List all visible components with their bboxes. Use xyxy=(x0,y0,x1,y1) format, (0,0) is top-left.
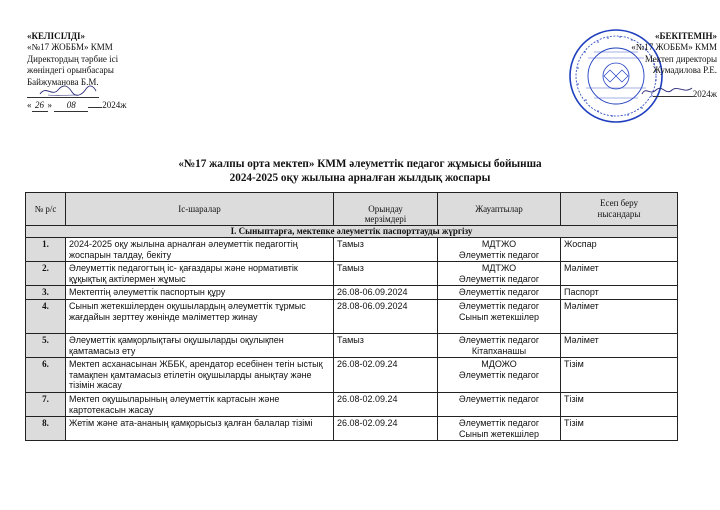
row-number: 4. xyxy=(26,299,66,333)
row-deadline: 26.08-02.09.24 xyxy=(334,358,438,393)
row-number: 2. xyxy=(26,262,66,286)
approval-title: «КЕЛІСІЛДІ» xyxy=(27,31,86,41)
table-header-row xyxy=(26,193,678,226)
row-activity: Әлеуметтік педагогтың іс- қағаздары және нормативтік құқықтық актілермен жұмыс xyxy=(66,262,334,286)
header-responsible: Жауаптылар xyxy=(438,193,561,226)
row-activity: 2024-2025 оқу жылына арналған әлеуметтік педагогтің жоспарын талдау, бекіту xyxy=(66,238,334,262)
table-row xyxy=(26,286,678,300)
row-responsible: МДОЖО Әлеуметтік педагог xyxy=(438,358,561,393)
row-responsible: Әлеуметтік педагог Сынып жетекшілер xyxy=(438,417,561,441)
signature-left-image xyxy=(38,83,98,99)
header-activity: Іс-шаралар xyxy=(66,193,334,226)
row-report-form: Жоспар xyxy=(561,238,678,262)
signature-right-image xyxy=(640,82,696,100)
section-title: І. Сыныптарға, мектепке әлеуметтік паспорттауды жүргізу xyxy=(26,226,678,238)
approval-line: жөніндегі орынбасары xyxy=(27,65,114,76)
annual-plan-table xyxy=(25,192,678,441)
row-responsible: Әлеуметтік педагог Сынып жетекшілер xyxy=(438,299,561,333)
approval-line: Байжуманова Б.М. xyxy=(27,76,99,87)
header-report-form: Есеп беру нысандары xyxy=(561,193,678,226)
table-row xyxy=(26,417,678,441)
approval-line: «№17 ЖОББМ» КММ xyxy=(631,42,717,53)
row-deadline: 28.08-06.09.2024 xyxy=(334,299,438,333)
row-deadline: Тамыз xyxy=(334,238,438,262)
section-row xyxy=(26,226,678,238)
row-deadline: 26.08-02.09.24 xyxy=(334,392,438,416)
approval-line: Жумадилова Р.Е. xyxy=(652,65,717,76)
row-report-form: Тізім xyxy=(561,392,678,416)
row-report-form: Тізім xyxy=(561,358,678,393)
document-subtitle: 2024-2025 оқу жылына арналған жылдық жоспары xyxy=(229,172,491,184)
row-deadline: 26.08-02.09.24 xyxy=(334,417,438,441)
row-activity: Жетім және ата-ананың қамқорысыз қалған балалар тізімі xyxy=(66,417,334,441)
row-responsible: МДТЖО Әлеуметтік педагог xyxy=(438,238,561,262)
table-row xyxy=(26,358,678,393)
row-responsible: Әлеуметтік педагог xyxy=(438,286,561,300)
row-number: 3. xyxy=(26,286,66,300)
row-responsible: Әлеуметтік педагог xyxy=(438,392,561,416)
row-number: 7. xyxy=(26,392,66,416)
row-report-form: Паспорт xyxy=(561,286,678,300)
row-activity: Мектеп асханасынан ЖББК, арендатор есебінен тегін ыстық тамақпен қамтамасыз етілетін оқушыларды анықтау және тізімін жасау xyxy=(66,358,334,393)
approval-line: «№17 ЖОББМ» КММ xyxy=(27,42,113,53)
approval-block-agreed xyxy=(27,31,202,112)
row-activity: Сынып жетекшілерден оқушылардың әлеуметтік тұрмыс жағдайын зерттеу жөнінде мәліметтер жинау xyxy=(66,299,334,333)
row-report-form: Мәлімет xyxy=(561,333,678,357)
table-row xyxy=(26,238,678,262)
header-deadline: Орындау мерзімдері xyxy=(334,193,438,226)
approval-line: Мектеп директоры xyxy=(644,53,717,64)
row-report-form: Мәлімет xyxy=(561,262,678,286)
document-title: «№17 жалпы орта мектеп» КММ әлеуметтік педагог жұмысы бойынша xyxy=(178,158,542,170)
row-report-form: Мәлімет xyxy=(561,299,678,333)
table-row xyxy=(26,392,678,416)
row-activity: Мектеп оқушыларының әлеуметтік картасын және картотекасын жасау xyxy=(66,392,334,416)
row-number: 5. xyxy=(26,333,66,357)
row-responsible: МДТЖО Әлеуметтік педагог xyxy=(438,262,561,286)
row-responsible: Әлеуметтік педагог Кітапханашы xyxy=(438,333,561,357)
approval-line: Директордың тәрбие ісі xyxy=(27,53,119,64)
row-activity: Әлеуметтік қамқорлықтағы оқушыларды оқулықпен қамтамасыз ету xyxy=(66,333,334,357)
approval-title: «БЕКІТЕМІН» xyxy=(655,31,717,41)
approval-date: 2024ж xyxy=(592,89,717,100)
row-number: 6. xyxy=(26,358,66,393)
row-deadline: Тамыз xyxy=(334,262,438,286)
header-number: № р/с xyxy=(26,193,66,226)
row-report-form: Тізім xyxy=(561,417,678,441)
table-row xyxy=(26,333,678,357)
row-number: 1. xyxy=(26,238,66,262)
row-deadline: Тамыз xyxy=(334,333,438,357)
row-activity: Мектептің әлеуметтік паспортын құру xyxy=(66,286,334,300)
row-deadline: 26.08-06.09.2024 xyxy=(334,286,438,300)
approval-date: « 26 » 08 2024ж xyxy=(27,100,202,112)
table-row xyxy=(26,262,678,286)
row-number: 8. xyxy=(26,417,66,441)
table-row xyxy=(26,299,678,333)
